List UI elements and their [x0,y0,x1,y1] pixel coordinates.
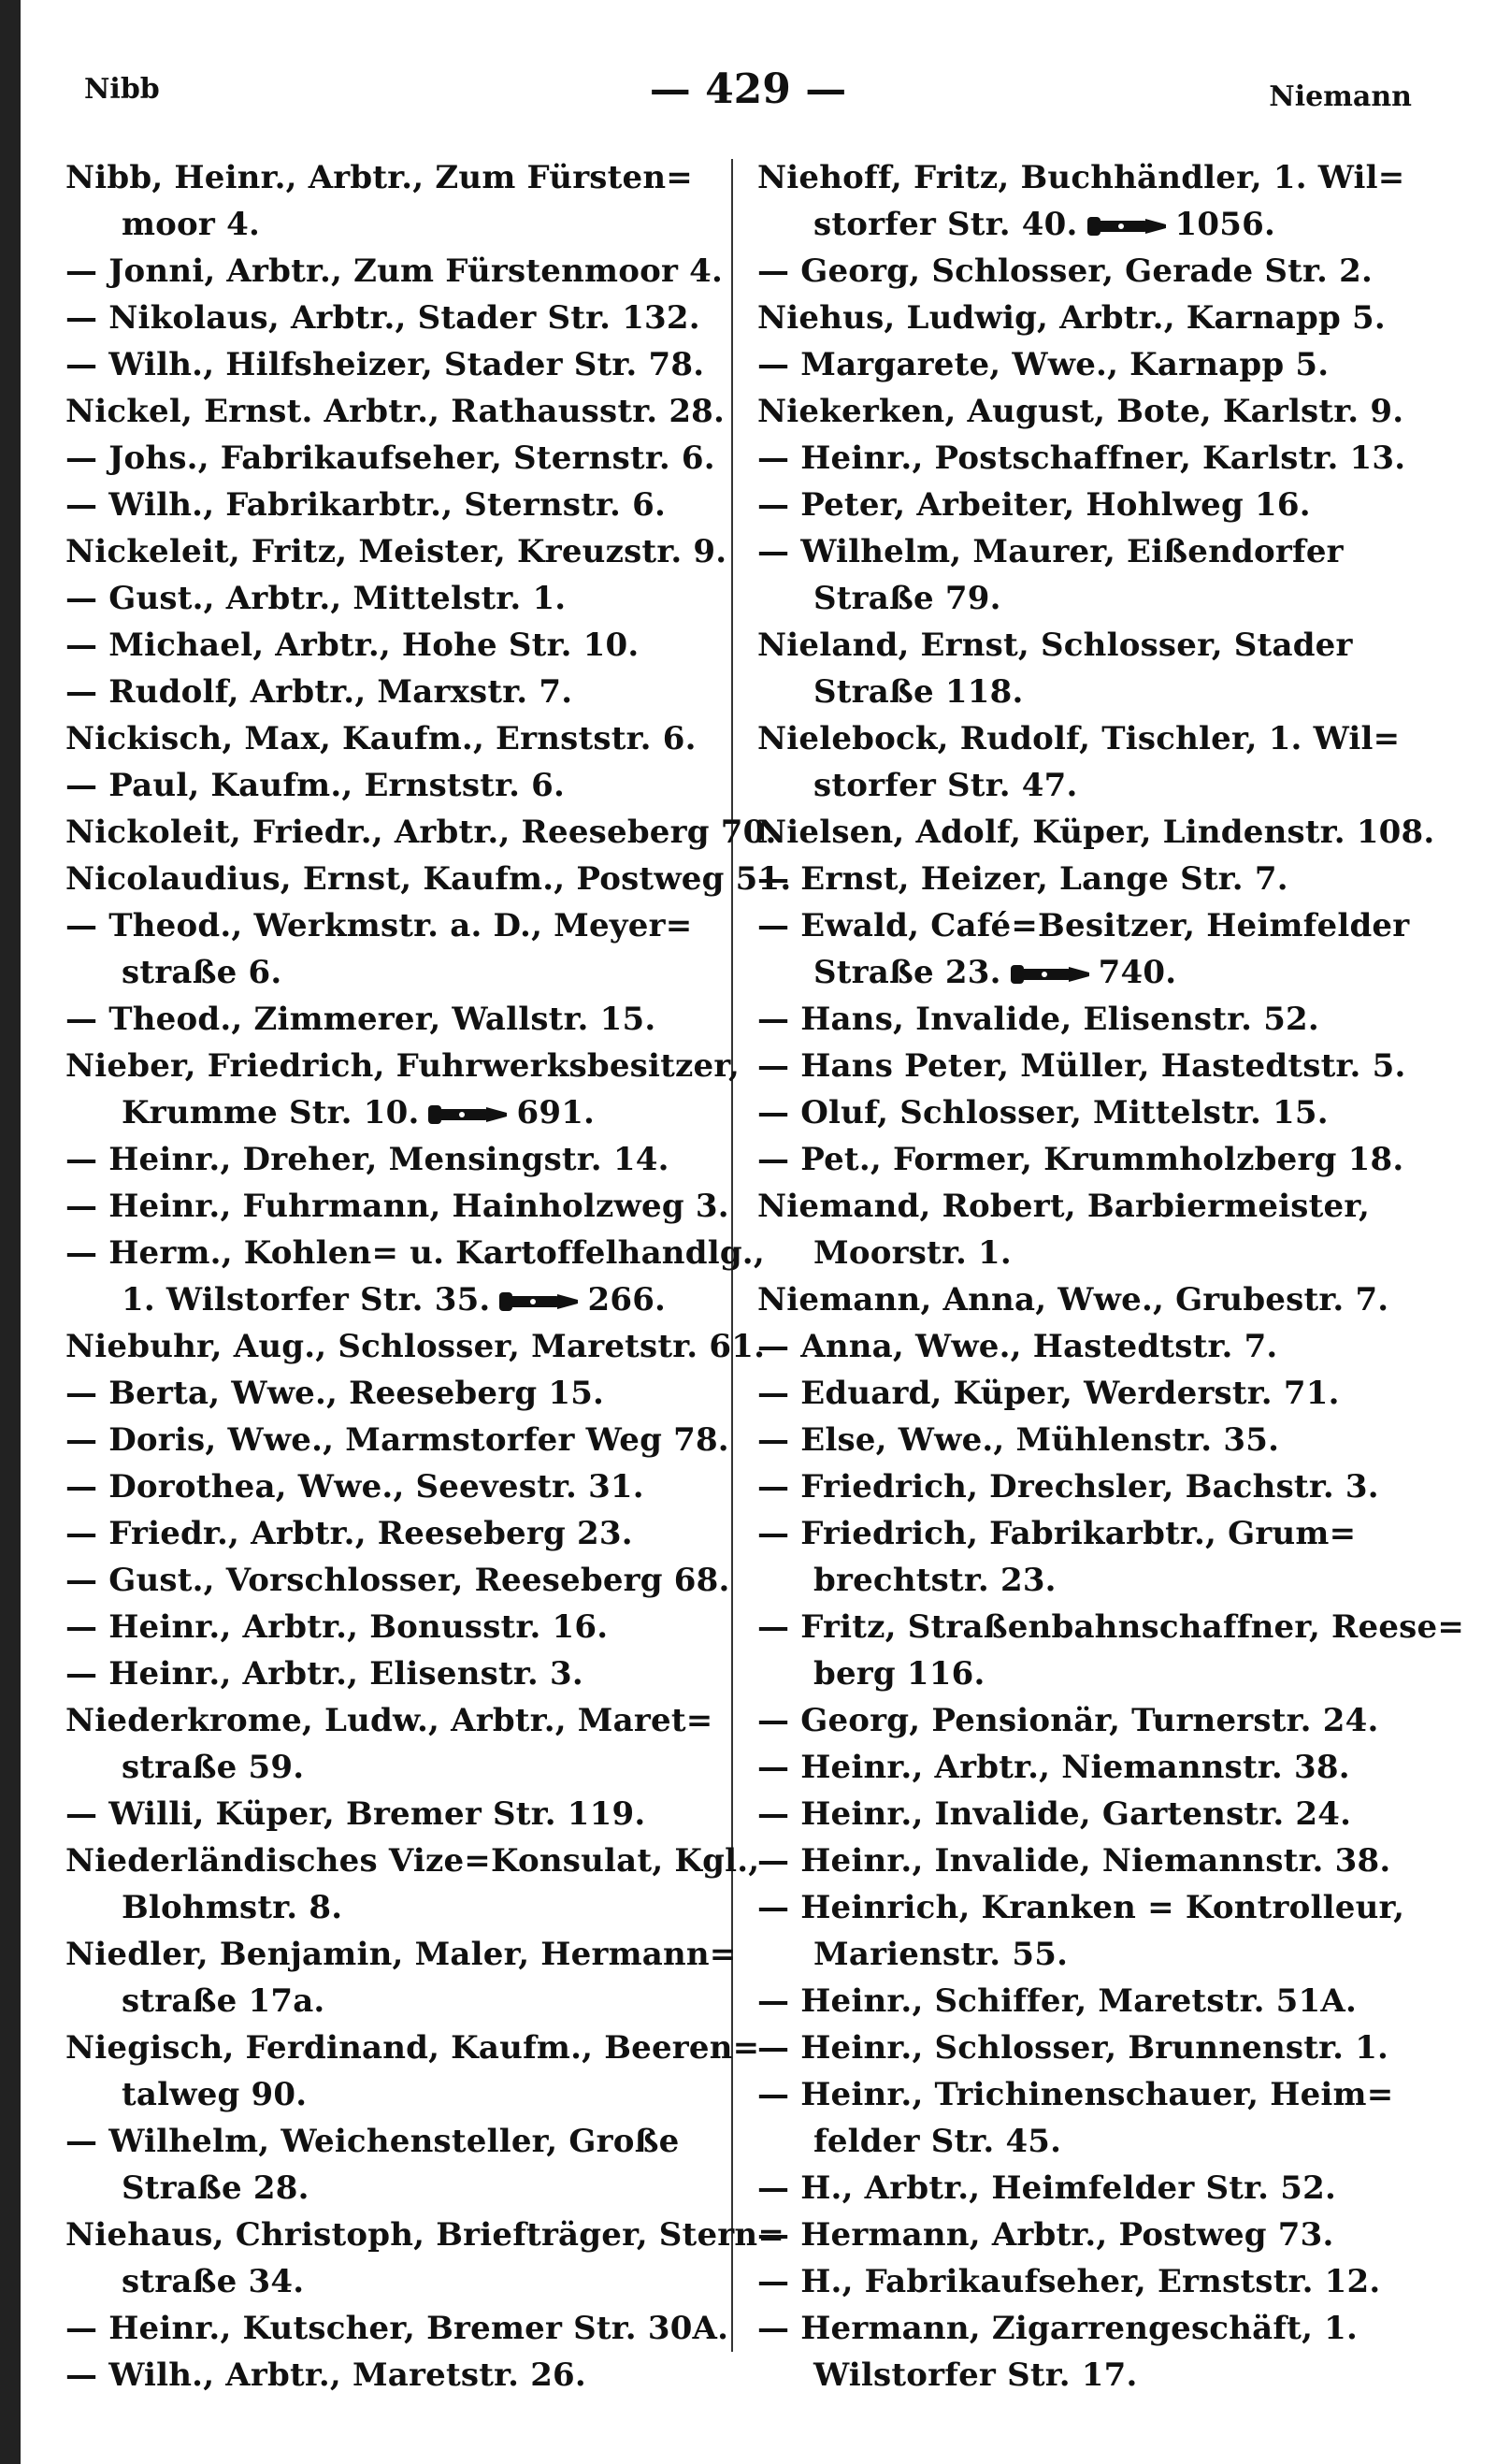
entry-text: Nieland, Ernst, Schlosser, Stader [757,627,1353,664]
directory-entry [65,528,727,575]
entry-text: — Anna, Wwe., Hastedtstr. 7. [757,1328,1278,1365]
entry-text: — Theod., Werkmstr. a. D., Meyer= [65,907,693,944]
entry-line [757,1183,1412,1230]
directory-entry [757,902,1412,996]
entry-line [65,1417,729,1463]
directory-entry [65,1791,720,1837]
entry-text: — Heinr., Fuhrmann, Hainholzweg 3. [65,1188,729,1225]
entry-text: — Hans Peter, Müller, Hastedtstr. 5. [757,1047,1406,1085]
entry-line [757,1791,1412,1837]
entry-line [757,388,1412,435]
entry-line [757,1604,1465,1650]
entry-line [757,2305,1412,2352]
entry-text: Niehoff, Fritz, Buchhändler, 1. Wil= [757,159,1405,196]
entry-text: — Peter, Arbeiter, Hohlweg 16. [757,486,1311,524]
entry-line [65,715,720,762]
entry-continuation-line [65,201,720,248]
directory-entry [757,1697,1412,1744]
entry-line [65,482,720,528]
directory-entry [65,622,720,669]
entry-line [65,528,727,575]
entry-text: brechtstr. 23. [813,1562,1057,1599]
directory-entry [65,762,720,809]
entry-text: Niederländisches Vize=Konsulat, Kgl., [65,1842,760,1880]
entry-text: Nickeleit, Fritz, Meister, Kreuzstr. 9. [65,533,727,570]
directory-entry [757,2071,1412,2165]
directory-entry [65,435,720,482]
entry-text: — Georg, Pensionär, Turnerstr. 24. [757,1702,1379,1739]
entry-text: Marienstr. 55. [813,1936,1069,1973]
entry-text: Niehaus, Christoph, Briefträger, Stern= [65,2216,785,2254]
directory-entry [65,1650,720,1697]
entry-text: — Dorothea, Wwe., Seevestr. 31. [65,1468,644,1506]
entry-line [757,1136,1412,1183]
entry-line [757,248,1412,295]
entry-line [757,1697,1412,1744]
directory-entry [757,1463,1412,1510]
entry-text: felder Str. 45. [813,2123,1062,2160]
telephone-icon [1087,215,1166,238]
entry-text: Nieber, Friedrich, Fuhrwerksbesitzer, [65,1047,741,1085]
entry-text: — Heinr., Postschaffner, Karlstr. 13. [757,439,1406,477]
directory-entry [65,856,792,902]
entry-continuation-line [757,762,1412,809]
directory-entry [65,341,720,388]
entry-text: — Wilh., Hilfsheizer, Stader Str. 78. [65,346,705,383]
entry-text: Niebuhr, Aug., Schlosser, Maretstr. 61. [65,1328,766,1365]
directory-entry [65,154,720,248]
entry-text: — Wilhelm, Weichensteller, Große [65,2123,680,2160]
entry-line [757,2165,1412,2212]
entry-line [757,528,1412,575]
entry-line [65,2212,785,2258]
directory-entry [65,1931,737,2025]
directory-entry [757,1744,1412,1791]
entry-line [757,1884,1412,1931]
entry-text: — Georg, Schlosser, Gerade Str. 2. [757,252,1374,290]
entry-line [757,1370,1412,1417]
entry-line [65,1043,741,1089]
entry-text: — Heinr., Schiffer, Maretstr. 51A. [757,1982,1357,2020]
directory-entry [757,622,1412,715]
entry-text: — Johs., Fabrikaufseher, Sternstr. 6. [65,439,715,477]
entry-text: straße 6. [122,954,282,991]
directory-entry [757,482,1412,528]
directory-entry [65,1510,720,1557]
entry-line [65,1370,720,1417]
entry-line [757,2212,1412,2258]
directory-entry [757,715,1412,809]
entry-text: — Ewald, Café=Besitzer, Heimfelder [757,907,1410,944]
header-right-keyword: Niemann [1269,80,1412,113]
entry-line [65,435,720,482]
entry-text: — Gust., Vorschlosser, Reeseberg 68. [65,1562,730,1599]
entry-text: — Nikolaus, Arbtr., Stader Str. 132. [65,299,700,337]
entry-text: straße 17a. [122,1982,325,2020]
directory-entry [757,1136,1412,1183]
directory-entry [65,1323,766,1370]
entry-line [65,295,720,341]
directory-entry [65,388,726,435]
entry-continuation-line [65,2071,720,2118]
right-column [757,154,1465,2399]
directory-entry [757,388,1412,435]
directory-entry [65,1604,720,1650]
entry-text: — Else, Wwe., Mühlenstr. 35. [757,1421,1280,1459]
directory-entry [757,1183,1412,1276]
entry-line [65,575,720,622]
entry-line [757,295,1412,341]
entry-text: — Heinr., Schlosser, Brunnenstr. 1. [757,2029,1389,2067]
entry-continuation-line [757,669,1412,715]
directory-entry [65,1837,760,1931]
entry-text: storfer Str. 40. [813,206,1078,243]
directory-entry [757,2305,1412,2399]
entry-line [757,996,1412,1043]
entry-text: Niemann, Anna, Wwe., Grubestr. 7. [757,1281,1389,1318]
entry-text: Niehus, Ludwig, Arbtr., Karnapp 5. [757,299,1386,337]
entry-text: — Doris, Wwe., Marmstorfer Weg 78. [65,1421,729,1459]
entry-continuation-line [757,949,1412,996]
entry-text: Straße 23. [813,954,1001,991]
entry-line [65,1931,737,1978]
entry-text: — H., Arbtr., Heimfelder Str. 52. [757,2169,1336,2207]
entry-line [757,1463,1412,1510]
entry-line [757,1276,1412,1323]
directory-entry [757,1323,1412,1370]
entry-line [65,1650,720,1697]
directory-entry [65,2212,785,2305]
entry-line [757,1510,1412,1557]
entry-line [757,902,1412,949]
entry-continuation-line [757,575,1412,622]
entry-line [757,1417,1412,1463]
entry-line [757,1837,1412,1884]
directory-entry [65,2025,760,2118]
directory-entry [757,528,1412,622]
entry-line [757,1744,1412,1791]
entry-line [757,341,1412,388]
entry-continuation-line [65,2165,720,2212]
entry-continuation-line [65,1744,720,1791]
entry-line [65,1837,760,1884]
phone-number: 691. [516,1094,596,1131]
entry-line [757,1089,1412,1136]
entry-text: Nielebock, Rudolf, Tischler, 1. Wil= [757,720,1401,757]
entry-continuation-line [757,201,1412,248]
entry-text: — Pet., Former, Krummholzberg 18. [757,1141,1404,1178]
entry-continuation-line [757,2352,1412,2399]
entry-line [65,341,720,388]
entry-text: — Paul, Kaufm., Ernststr. 6. [65,767,566,804]
entry-text: Niekerken, August, Bote, Karlstr. 9. [757,393,1404,430]
entry-text: Niemand, Robert, Barbiermeister, [757,1188,1371,1225]
directory-entry [757,435,1412,482]
entry-text: Nicolaudius, Ernst, Kaufm., Postweg 51. [65,860,792,898]
entry-text: Nickel, Ernst. Arbtr., Rathausstr. 28. [65,393,726,430]
entry-text: — Theod., Zimmerer, Wallstr. 15. [65,1001,656,1038]
telephone-icon [499,1290,578,1313]
directory-entry [65,1043,741,1136]
entry-line [65,248,724,295]
entry-line [65,622,720,669]
entry-text: — Heinrich, Kranken = Kontrolleur, [757,1889,1405,1926]
entry-continuation-line [65,1978,720,2025]
entry-line [65,1510,720,1557]
entry-text: — Jonni, Arbtr., Zum Fürstenmoor 4. [65,252,724,290]
directory-entry [757,341,1412,388]
entry-continuation-line [65,1884,720,1931]
entry-text: — Michael, Arbtr., Hohe Str. 10. [65,627,640,664]
entry-line [65,1323,766,1370]
entry-text: — Heinr., Dreher, Mensingstr. 14. [65,1141,669,1178]
entry-line [65,669,720,715]
entry-continuation-line [757,2118,1412,2165]
entry-text: berg 116. [813,1655,985,1693]
directory-entry [65,1136,720,1183]
entry-line [65,2352,720,2399]
directory-entry [65,1417,729,1463]
directory-entry [757,1604,1465,1697]
directory-entry [757,248,1412,295]
directory-entry [757,154,1412,248]
entry-line [65,1557,730,1604]
entry-line [757,482,1412,528]
entry-line [65,388,726,435]
entry-continuation-line [65,949,720,996]
entry-text: — H., Fabrikaufseher, Ernststr. 12. [757,2263,1381,2300]
entry-line [65,2118,720,2165]
entry-line [757,1043,1412,1089]
entry-text: — Eduard, Küper, Werderstr. 71. [757,1375,1340,1412]
directory-entry [65,902,720,996]
entry-continuation-line [757,1230,1412,1276]
directory-entry [757,1370,1412,1417]
entry-text: Niegisch, Ferdinand, Kaufm., Beeren= [65,2029,760,2067]
entry-text: — Oluf, Schlosser, Mittelstr. 15. [757,1094,1329,1131]
directory-entry [65,248,724,295]
entry-text: — Heinr., Invalide, Niemannstr. 38. [757,1842,1391,1880]
left-column [65,154,792,2399]
entry-text: storfer Str. 47. [813,767,1078,804]
directory-entry [757,856,1412,902]
directory-entry [65,1697,720,1791]
entry-line [65,1136,720,1183]
directory-entry [65,482,720,528]
directory-entry [757,1837,1412,1884]
entry-line [65,2305,729,2352]
directory-entry [65,1230,765,1323]
entry-line [757,435,1412,482]
entry-line [757,715,1412,762]
directory-entry [65,1557,730,1604]
entry-continuation-line [757,1931,1412,1978]
entry-line [65,996,720,1043]
entry-text: Straße 118. [813,673,1024,711]
entry-text: — Wilh., Fabrikarbtr., Sternstr. 6. [65,486,667,524]
entry-continuation-line [65,1276,720,1323]
directory-entry [65,1370,720,1417]
entry-text: — Friedrich, Drechsler, Bachstr. 3. [757,1468,1379,1506]
entry-line [757,154,1412,201]
header-left-keyword: Nibb [84,73,160,106]
entry-line [757,1978,1412,2025]
phone-number: 740. [1098,954,1177,991]
entry-text: — Heinr., Arbtr., Niemannstr. 38. [757,1749,1350,1786]
entry-text: Krumme Str. 10. [122,1094,420,1131]
directory-entry [65,2352,720,2399]
directory-entry [757,1417,1412,1463]
entry-text: — Gust., Arbtr., Mittelstr. 1. [65,580,567,617]
directory-entry [757,996,1412,1043]
entry-line [65,1697,720,1744]
directory-entry [757,1884,1412,1978]
entry-line [65,154,720,201]
entry-line [757,622,1412,669]
entry-line [757,2071,1412,2118]
entry-text: — Heinr., Trichinenschauer, Heim= [757,2076,1394,2113]
directory-entry [757,809,1435,856]
entry-text: talweg 90. [122,2076,308,2113]
entry-text: — Hermann, Arbtr., Postweg 73. [757,2216,1334,2254]
entry-line [757,809,1435,856]
page-edge-shadow [0,0,21,2464]
directory-entry [65,1183,729,1230]
entry-text: Nickoleit, Friedr., Arbtr., Reeseberg 70. [65,814,777,851]
entry-text: — Heinr., Arbtr., Elisenstr. 3. [65,1655,583,1693]
entry-text: Nielsen, Adolf, Küper, Lindenstr. 108. [757,814,1435,851]
entry-text: — Heinr., Invalide, Gartenstr. 24. [757,1795,1352,1833]
entry-text: — Willi, Küper, Bremer Str. 119. [65,1795,646,1833]
entry-text: Straße 28. [122,2169,309,2207]
entry-continuation-line [65,1089,720,1136]
entry-text: Niederkrome, Ludw., Arbtr., Maret= [65,1702,713,1739]
directory-entry [65,809,777,856]
entry-text: — Heinr., Kutscher, Bremer Str. 30A. [65,2310,729,2347]
directory-entry [757,1043,1412,1089]
directory-entry [65,996,720,1043]
directory-entry [757,2165,1412,2212]
entry-text: — Hermann, Zigarrengeschäft, 1. [757,2310,1359,2347]
entry-line [65,809,777,856]
entry-line [65,856,792,902]
directory-entry [757,2212,1412,2258]
entry-continuation-line [65,2258,720,2305]
entry-line [757,2258,1412,2305]
directory-entry [65,1463,720,1510]
entry-text: — Hans, Invalide, Elisenstr. 52. [757,1001,1319,1038]
entry-line [757,1323,1412,1370]
entry-text: Niedler, Benjamin, Maler, Hermann= [65,1936,737,1973]
entry-text: straße 59. [122,1749,305,1786]
telephone-icon [1011,963,1089,986]
directory-entry [757,295,1412,341]
entry-text: — Fritz, Straßenbahnschaffner, Reese= [757,1608,1465,1646]
entry-line [65,1183,729,1230]
entry-line [65,1604,720,1650]
directory-entry [65,295,720,341]
entry-line [65,762,720,809]
directory-entry [65,2118,720,2212]
entry-line [65,1230,765,1276]
directory-entry [757,1978,1412,2025]
entry-text: — Wilh., Arbtr., Maretstr. 26. [65,2356,586,2394]
entry-text: — Friedrich, Fabrikarbtr., Grum= [757,1515,1357,1552]
phone-number: 1056. [1174,206,1275,243]
entry-text: — Rudolf, Arbtr., Marxstr. 7. [65,673,573,711]
directory-entry [757,2025,1412,2071]
entry-text: Blohmstr. 8. [122,1889,343,1926]
entry-line [757,2025,1412,2071]
entry-text: moor 4. [122,206,260,243]
entry-line [65,902,720,949]
entry-text: 1. Wilstorfer Str. 35. [122,1281,491,1318]
phone-number: 266. [587,1281,667,1318]
entry-text: Moorstr. 1. [813,1234,1012,1272]
directory-entry [757,1276,1412,1323]
entry-text: — Ernst, Heizer, Lange Str. 7. [757,860,1288,898]
directory-entry [65,575,720,622]
entry-text: — Margarete, Wwe., Karnapp 5. [757,346,1330,383]
entry-text: Straße 79. [813,580,1001,617]
entry-line [65,2025,760,2071]
entry-line [757,856,1412,902]
directory-entry [757,1089,1412,1136]
entry-text: — Heinr., Arbtr., Bonusstr. 16. [65,1608,609,1646]
entry-text: — Friedr., Arbtr., Reeseberg 23. [65,1515,633,1552]
directory-entry [757,1791,1412,1837]
entry-text: — Herm., Kohlen= u. Kartoffelhandlg., [65,1234,765,1272]
telephone-icon [428,1103,507,1126]
entry-text: Nickisch, Max, Kaufm., Ernststr. 6. [65,720,697,757]
entry-text: Nibb, Heinr., Arbtr., Zum Fürsten= [65,159,693,196]
entry-text: Wilstorfer Str. 17. [813,2356,1138,2394]
entry-continuation-line [757,1650,1412,1697]
entry-line [65,1791,720,1837]
entry-line [65,1463,720,1510]
entry-text: — Berta, Wwe., Reeseberg 15. [65,1375,605,1412]
entry-text: — Wilhelm, Maurer, Eißendorfer [757,533,1344,570]
entry-continuation-line [757,1557,1412,1604]
page-header [84,65,1412,122]
page-number: — 429 — [649,65,847,113]
directory-entry [65,715,720,762]
entry-text: straße 34. [122,2263,305,2300]
directory-entry [757,2258,1412,2305]
directory-entry [65,2305,729,2352]
directory-entry [757,1510,1412,1604]
directory-entry [65,669,720,715]
